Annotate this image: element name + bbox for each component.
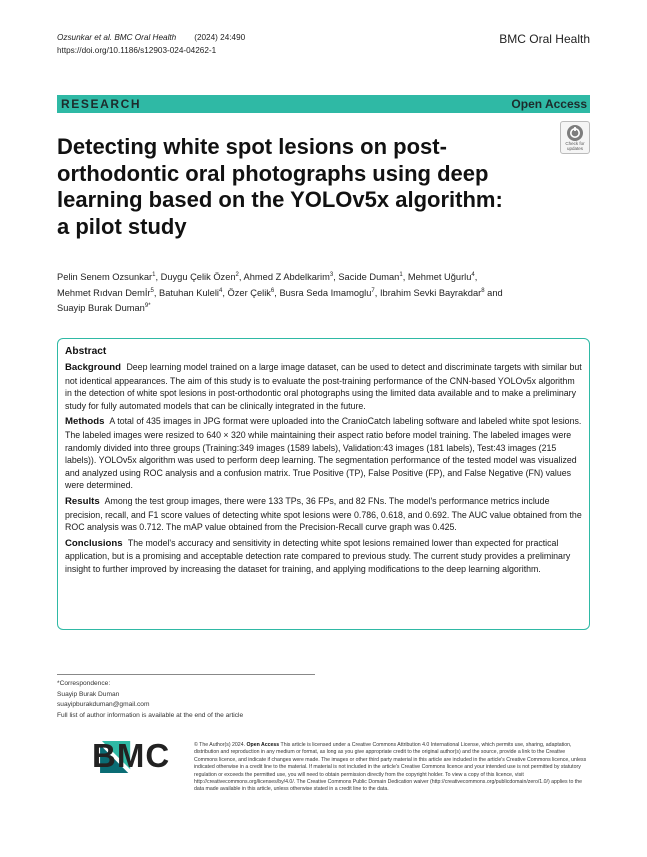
open-access-label: Open Access	[511, 97, 587, 111]
header-journal: BMC Oral Health	[499, 32, 590, 46]
check-for-updates-button[interactable]	[560, 121, 590, 154]
publisher-logo-text: BMC	[92, 737, 171, 774]
abstract-heading: Abstract	[65, 346, 107, 357]
author: Ibrahim Sevki Bayrakdar$^8$ and	[379, 287, 503, 298]
header-authors: Ozsunkar et al. BMC Oral Health	[57, 33, 177, 42]
author: Busra Seda Imamoglu$^7$,	[279, 287, 380, 298]
header-doi[interactable]: https://doi.org/10.1186/s12903-024-04262-1	[57, 46, 217, 55]
author: Ahmed Z Abdelkarim$^3$,	[243, 271, 339, 282]
abstract-conclusions: Conclusions The model's accuracy and sensitivity in detecting white spot lesions remained lower than expected for practical application, but is a promising and acceptable detection rate compared to previous study. The current study provides a preliminary insight to further improved by increasing the dataset for training, and applying modifications to the deep learning algorithm.	[65, 537, 571, 574]
author: Özer Çelik$^6$,	[227, 287, 280, 298]
check-updates-line2: updates	[566, 146, 583, 151]
conclusions-label: Conclusions	[65, 537, 123, 549]
license-statement: © The Author(s) 2024. Open Access This article is licensed under a Creative Commons Attribution 4.0 International License, which permits use, sharing, adaptation, distribution and reproduction in any medium or format, as long as you give appropriate credit to the original author(s) and the source, provide a link to the Creative Commons licence, and indicate if changes were made. The images or other third party material in this article are included in the article's Creative Commons licence, unless indicated otherwise in a credit line to the material. If material is not included in the article's Creative Commons licence and your intended use is not permitted by statutory regulation or exceeds the permitted use, you will need to obtain permission directly from the copyright holder. To view a copy of this licence, visit http://creativecommons.org/licenses/by/4.0/. The Creative Commons Public Domain Dedication waiver (http://creativecommons.org/publicdomain/zero/1.0/) applies to the data made available in this article, unless otherwise stated in a credit line to the data.	[194, 742, 587, 793]
methods-label: Methods	[65, 416, 105, 428]
author-list	[57, 270, 590, 317]
article-category: RESEARCH	[61, 97, 142, 111]
results-label: Results	[65, 495, 100, 507]
article-title: Detecting white spot lesions on post-orthodontic oral photographs using deep learning based on the YOLOv5x algorithm: a pilot study	[57, 134, 503, 239]
author: Batuhan Kuleli$^4$,	[159, 287, 228, 298]
check-updates-line1: Check for	[565, 141, 585, 146]
open-access-bold: Open Access	[246, 742, 280, 748]
footnote-divider	[57, 674, 315, 675]
abstract-background: Background Deep learning model trained on a large image dataset, can be used to detect and discriminate targets with similar but not identical appearances. The aim of this study is to evaluate the post-training performance of the CNN-based YOLOv5x algorithm in the detection of white spot lesions in post-orthodontic oral photographs using the limited data available and to make a preliminary study for fully automated models that can be clinically integrated in the future.	[65, 362, 582, 411]
correspondence-email[interactable]: suayipburakduman@gmail.com	[57, 701, 150, 708]
correspondence-label: *Correspondence:	[57, 680, 111, 687]
background-label: Background	[65, 362, 121, 373]
correspondence	[57, 679, 149, 711]
check-updates-icon	[567, 125, 583, 141]
abstract-box	[57, 338, 590, 630]
full-author-info-note: Full list of author information is available at the end of the article	[57, 712, 244, 719]
abstract-results: Results Among the test group images, there were 133 TPs, 36 FPs, and 82 FNs. The model's performance metrics include precision, recall, and F1 score values of detecting white spot lesions were 0.786, 0.618, and 0.692. The AUC value obtained from the ROC analysis was 0.712. The mAP value obtained from the Precision-Recall curve graph was 0.425.	[65, 495, 582, 533]
running-header	[57, 31, 245, 57]
author: Pelin Senem Ozsunkar$^1$,	[57, 271, 161, 282]
correspondence-name: Suayip Burak Duman	[57, 690, 120, 698]
author: Sacide Duman$^1$,	[338, 271, 408, 282]
category-banner	[57, 95, 590, 113]
author: Suayip Burak Duman$^{9*}$	[57, 302, 151, 313]
header-year-article: (2024) 24:490	[194, 33, 246, 42]
author: Duygu Çelik Özen$^2$,	[160, 271, 244, 282]
author: Mehmet Uğurlu$^4$,	[407, 271, 478, 282]
abstract-methods: Methods A total of 435 images in JPG format were uploaded into the CranioCatch labeling software and labeled white spot lesions. The labeled images were resized to 640 × 320 while maintaining their aspect ratio before model training. The labeled images were randomly divided into three groups (Training:349 images (1589 labels), Validation:43 images (181 labels), Test:43 images (215 labels)). YOLOv5x algorithm was used to perform deep learning. The segmentation performance of the tested model was visualized and analyzed using ROC analysis and a confusion matrix. True Positive (TP), False Positive (FP), and False Negative (FN) values were determined.	[65, 416, 582, 491]
author: Mehmet Rıdvan Demİr$^5$,	[57, 287, 160, 298]
